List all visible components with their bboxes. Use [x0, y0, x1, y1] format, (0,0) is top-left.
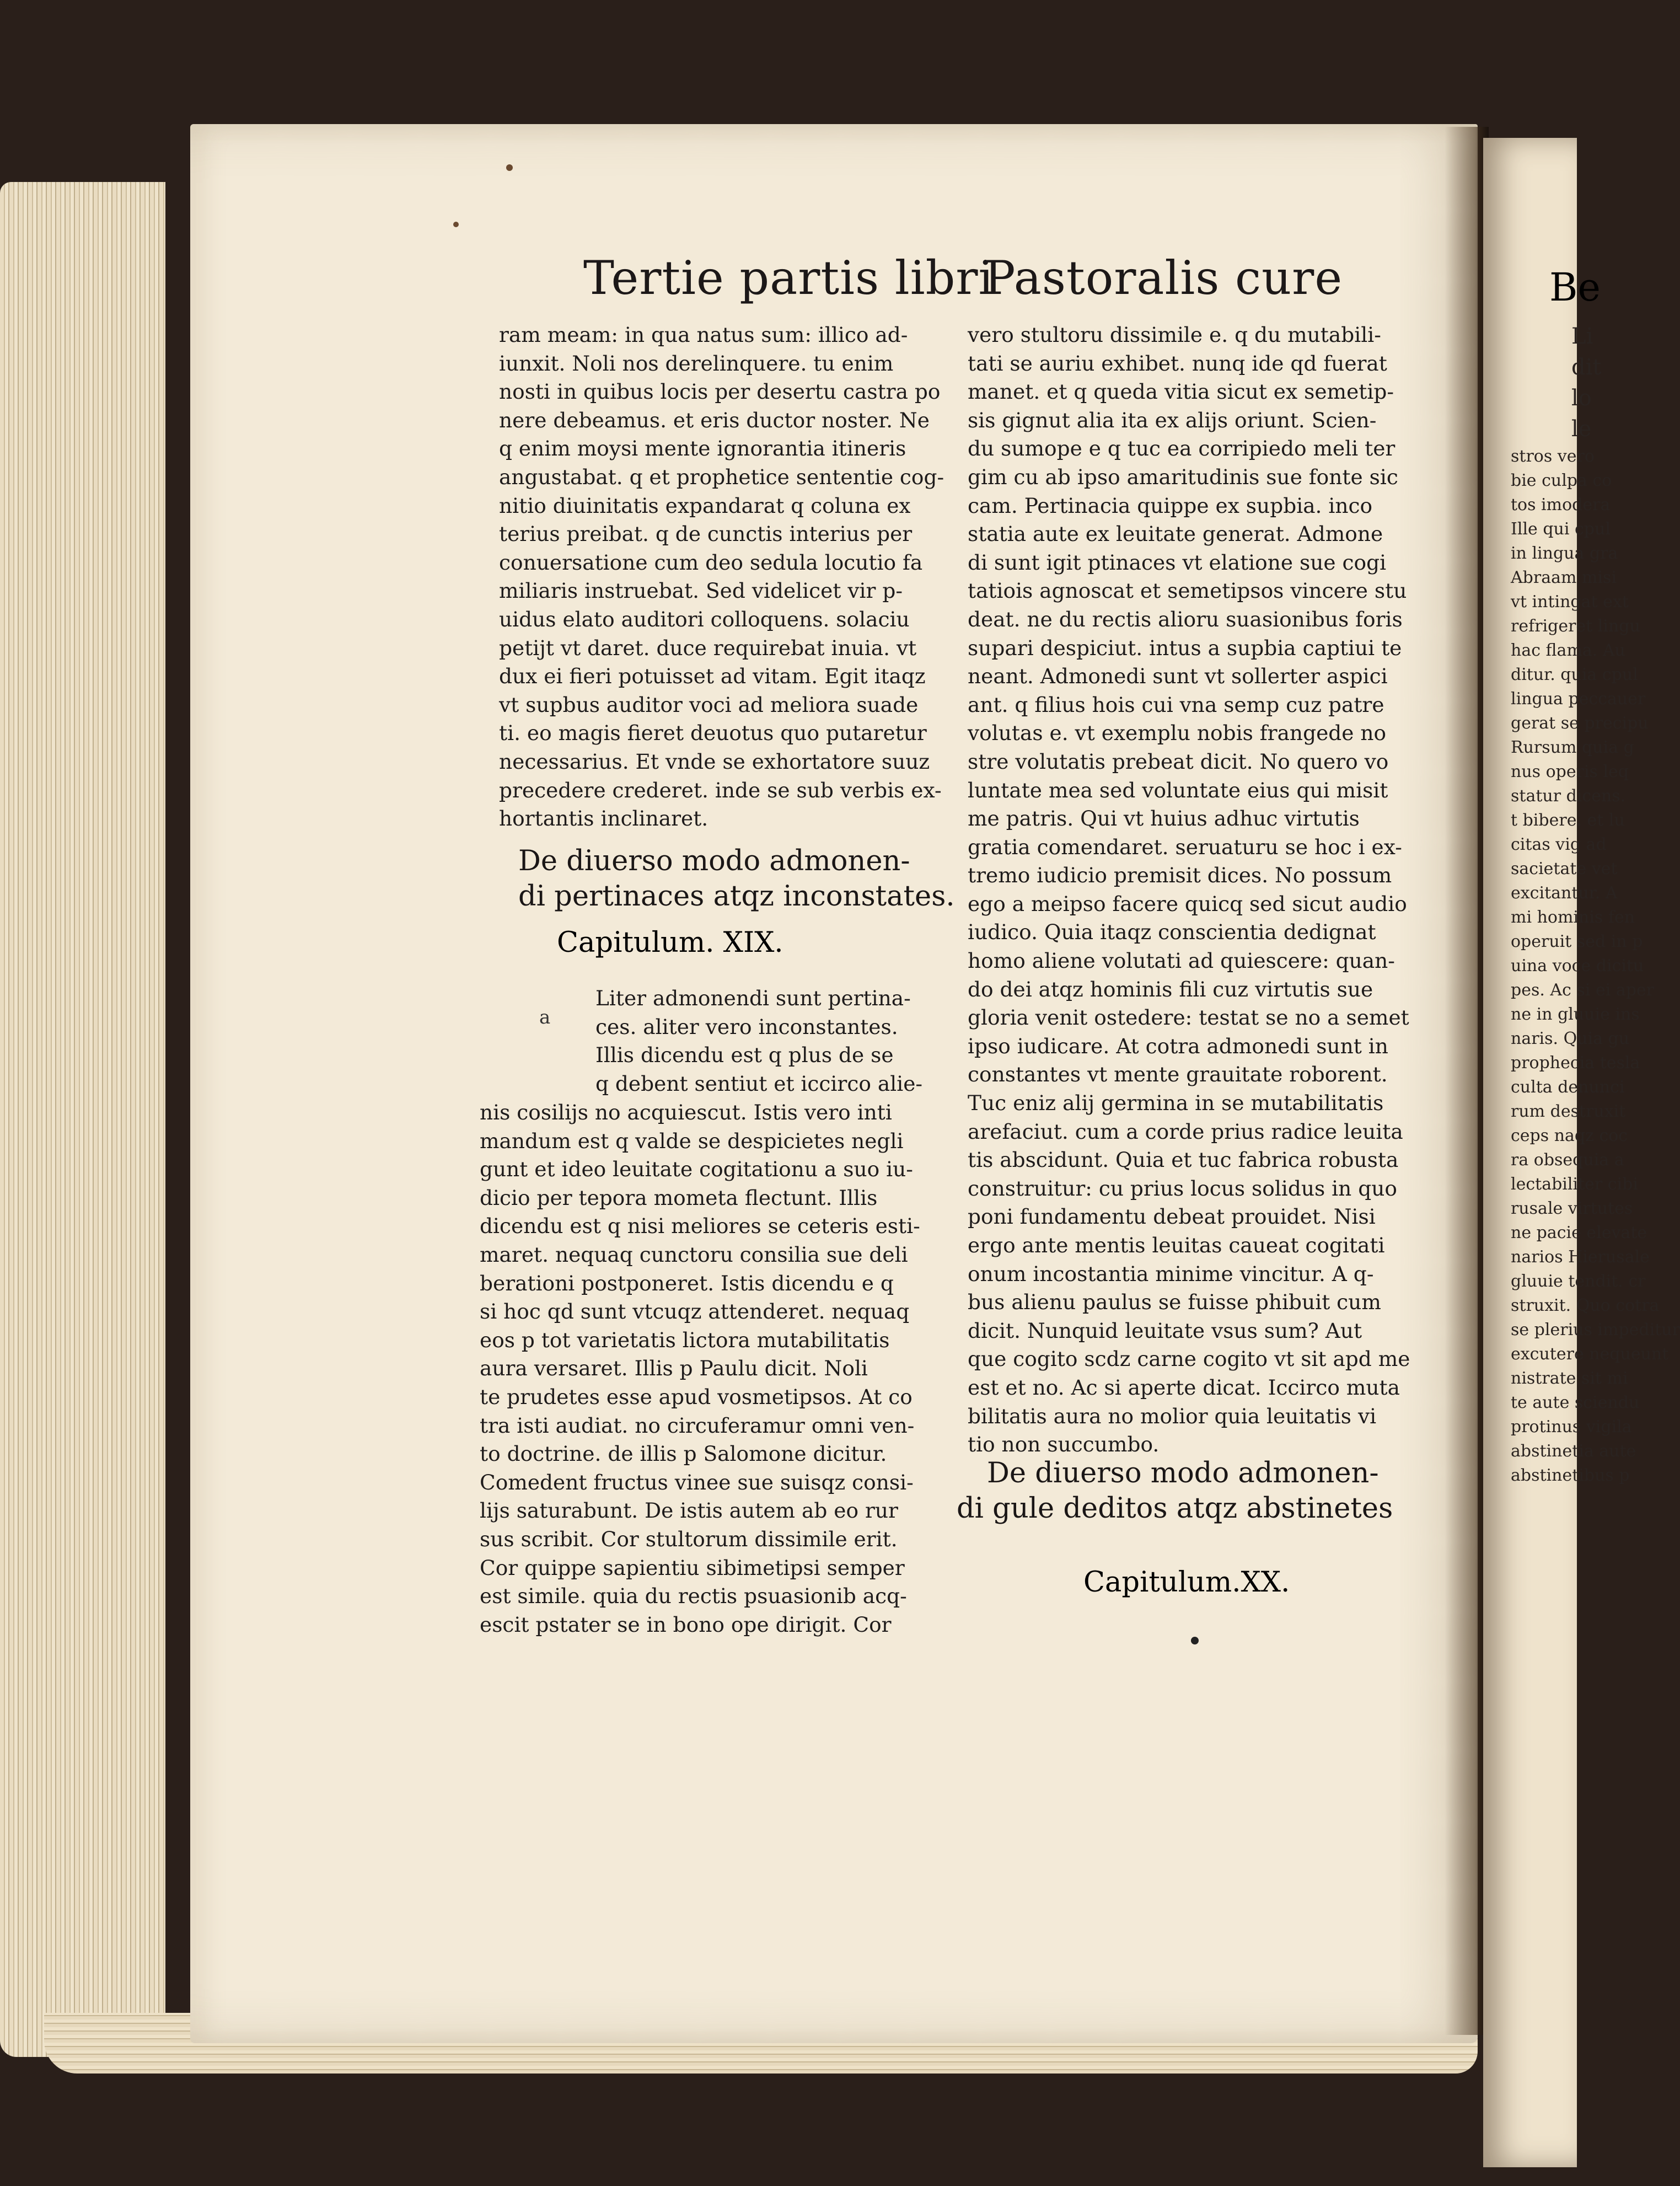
- text-line: lijs saturabunt. De istis autem ab eo rur: [480, 1498, 898, 1523]
- chapter-19-title-line-1: De diuerso modo admonen-: [518, 845, 910, 877]
- facing-page-head: Be: [1549, 265, 1601, 310]
- text-line: Illis dicendu est q plus de se: [595, 1043, 894, 1068]
- chapter-19-label: Capitulum. XIX.: [557, 926, 783, 959]
- running-head-left: Tertie partis libri: [583, 251, 994, 305]
- text-line: neant. Admonedi sunt vt sollerter aspici: [968, 664, 1388, 689]
- text-line: necessarius. Et vnde se exhortatore suuz: [499, 749, 930, 774]
- text-line: nitio diuinitatis expandarat q coluna ex: [499, 493, 911, 518]
- text-line: berationi postponeret. Istis dicendu e q: [480, 1271, 894, 1295]
- facing-text-line: Ille qui cpul: [1511, 519, 1611, 539]
- text-line: gunt et ideo leuitate cogitationu a suo iu-: [480, 1157, 913, 1182]
- text-line: bilitatis aura no molior quia leuitatis vi: [968, 1403, 1377, 1428]
- text-line: terius preibat. q de cunctis interius per: [499, 522, 913, 546]
- facing-text-line: abstinetia aute: [1511, 1442, 1636, 1461]
- ink-spot: [453, 222, 459, 227]
- facing-text-line: ne in gluuie ins: [1511, 1005, 1640, 1024]
- text-line: nosti in quibus locis per desertu castra po: [499, 379, 941, 404]
- facing-text-line: nus operis leq: [1511, 762, 1629, 781]
- facing-text-line: ra obsequia a: [1511, 1150, 1624, 1170]
- left-column: [499, 321, 948, 833]
- text-line: deat. ne du rectis alioru suasionibus foris: [968, 607, 1403, 631]
- text-line: est simile. quia du rectis psuasionib acq-: [480, 1584, 907, 1609]
- text-line: miliaris instruebat. Sed videlicet vir p-: [499, 578, 903, 603]
- text-line: te prudetes esse apud vosmetipsos. At co: [480, 1384, 913, 1409]
- facing-text-line: naris. Quia gu: [1511, 1029, 1630, 1048]
- text-line: me patris. Qui vt huius adhuc virtutis: [968, 806, 1360, 831]
- text-line: ant. q filius hois cui vna semp cuz patre: [968, 692, 1384, 717]
- facing-text-line: Li: [1571, 324, 1593, 349]
- text-line: vt supbus auditor voci ad meliora suade: [499, 692, 919, 717]
- text-line: maret. nequaq cunctoru consilia sue deli: [480, 1242, 908, 1267]
- facing-text-line: pes. Ac si ei aper: [1511, 981, 1655, 1000]
- text-line: di sunt igit ptinaces vt elatione sue cogi: [968, 550, 1387, 575]
- facing-text-line: struxit. Quo cotra: [1511, 1296, 1660, 1315]
- facing-text-line: tos imodera: [1511, 495, 1611, 515]
- facing-text-line: narios Hierusale: [1511, 1247, 1650, 1267]
- text-line: cam. Pertinacia quippe ex supbia. inco: [968, 493, 1373, 518]
- text-line: Tuc eniz alij germina in se mutabilitatis: [968, 1091, 1384, 1116]
- facing-text-line: gerat se precipu: [1511, 714, 1649, 733]
- facing-text-line: te aute sciendu: [1511, 1393, 1640, 1412]
- right-column: [968, 321, 1409, 1459]
- text-line: gloria venit ostedere: testat se no a semet: [968, 1005, 1409, 1030]
- text-line: iudico. Quia itaqz conscientia dedignat: [968, 920, 1376, 945]
- facing-text-line: gluuie tendit. cr: [1511, 1272, 1646, 1291]
- facing-text-line: lectabiliter cibi: [1511, 1175, 1638, 1194]
- text-line: do dei atqz hominis fili cuz virtutis sue: [968, 977, 1373, 1001]
- facing-text-line: citas vig ad: [1511, 835, 1607, 854]
- text-line: bus alienu paulus se fuisse phibuit cum: [968, 1290, 1381, 1315]
- facing-text-line: prophecia tesla: [1511, 1053, 1640, 1073]
- facing-text-line: dit: [1571, 355, 1602, 380]
- text-line: Liter admonendi sunt pertina-: [595, 986, 911, 1010]
- text-line: angustabat. q et prophetice sententie cog-: [499, 464, 944, 489]
- ink-spot: [506, 164, 513, 171]
- text-line: dicendu est q nisi meliores se ceteris esti-: [480, 1214, 920, 1239]
- facing-page: [1483, 138, 1680, 2167]
- facing-text-line: nistrate sit mi: [1511, 1369, 1628, 1388]
- text-line: gim cu ab ipso amaritudinis sue fonte sic: [968, 464, 1398, 489]
- facing-text-line: uina voce dicitu: [1511, 956, 1644, 976]
- text-line: sis gignut alia ita ex alijs oriunt. Scien-: [968, 408, 1377, 432]
- text-line: to doctrine. de illis p Salomone dicitur.: [480, 1442, 887, 1466]
- text-line: eos p tot varietatis lictora mutabilitatis: [480, 1327, 890, 1352]
- text-line: ces. aliter vero inconstantes.: [595, 1014, 898, 1039]
- facing-text-line: excitantur. A: [1511, 883, 1618, 903]
- facing-text-line: culta denunci: [1511, 1078, 1625, 1097]
- text-line: ego a meipso facere quicq sed sicut audio: [968, 891, 1407, 916]
- chapter-20-title-line-2: di gule deditos atqz abstinetes: [957, 1492, 1393, 1525]
- left-column-intro: [499, 321, 948, 833]
- chapter-19-body: [595, 984, 948, 1098]
- text-line: stre volutatis prebeat dicit. No quero vo: [968, 749, 1389, 774]
- facing-text-line: abstinetibus p: [1511, 1466, 1630, 1485]
- facing-text-line: excutere nequeunt: [1511, 1344, 1669, 1364]
- text-line: si hoc qd sunt vtcuqz attenderet. nequaq: [480, 1299, 910, 1324]
- facing-text-line: rum destruxit: [1511, 1102, 1626, 1121]
- facing-text-line: operuit sed in p: [1511, 932, 1643, 951]
- ink-spot: [1191, 1637, 1199, 1644]
- chapter-19-title-line-2: di pertinaces atqz inconstates.: [518, 880, 955, 913]
- facing-text-line: lingua peccauer: [1511, 689, 1646, 709]
- facing-text-line: hac flama. Au: [1511, 641, 1625, 660]
- running-head-right: Pastoralis cure: [984, 251, 1343, 305]
- facing-text-line: t bibere. et lu: [1511, 811, 1625, 830]
- text-line: tio non succumbo.: [968, 1432, 1160, 1457]
- text-line: supari despiciut. intus a supbia captiui te: [968, 635, 1402, 660]
- gutter-shadow: [1445, 127, 1489, 2035]
- facing-text-line: mi hominis fen: [1511, 908, 1635, 927]
- text-line: construitur: cu prius locus solidus in quo: [968, 1176, 1397, 1201]
- chapter-20-label: Capitulum.XX.: [1083, 1566, 1290, 1599]
- text-line: escit pstater se in bono ope dirigit. Cor: [480, 1612, 892, 1637]
- facing-page-text: [1483, 321, 1680, 1488]
- text-line: ergo ante mentis leuitas caueat cogitati: [968, 1233, 1385, 1257]
- text-line: vero stultoru dissimile e. q du mutabili-: [968, 323, 1381, 347]
- facing-text-line: in lingua gra: [1511, 544, 1618, 563]
- facing-text-line: protinus vigila: [1511, 1417, 1632, 1437]
- facing-text-line: ditur. quia cpul: [1511, 665, 1638, 684]
- text-line: q debent sentiut et iccirco alie-: [595, 1071, 923, 1096]
- facing-text-line: statur dicens.: [1511, 786, 1626, 806]
- text-line: Comedent fructus vinee sue suisqz consi-: [480, 1470, 914, 1494]
- text-line: conuersatione cum deo sedula locutio fa: [499, 550, 923, 575]
- chapter-19-heading: [518, 844, 955, 914]
- text-line: ram meam: in qua natus sum: illico ad-: [499, 323, 908, 347]
- text-line: du sumope e q tuc ea corripiedo meli ter: [968, 436, 1395, 461]
- text-line: constantes vt mente grauitate roborent.: [968, 1062, 1388, 1087]
- facing-text-line: Rursum quia g: [1511, 738, 1634, 757]
- chapter-20-title-line-1: De diuerso modo admonen-: [987, 1457, 1379, 1490]
- text-line: poni fundamentu debeat prouidet. Nisi: [968, 1204, 1376, 1229]
- text-line: precedere crederet. inde se sub verbis ex-: [499, 778, 942, 802]
- text-line: mandum est q valde se despicietes negli: [480, 1128, 904, 1153]
- facing-text-line: vt intingat ext: [1511, 592, 1629, 612]
- facing-text-line: sacietate vet: [1511, 859, 1618, 878]
- text-line: homo aliene volutati ad quiescere: quan-: [968, 949, 1395, 973]
- text-line: hortantis inclinaret.: [499, 806, 709, 831]
- text-line: dicio per tepora mometa flectunt. Illis: [480, 1185, 878, 1210]
- text-line: arefaciut. cum a corde prius radice leuita: [968, 1119, 1403, 1144]
- text-line: dicit. Nunquid leuitate vsus sum? Aut: [968, 1318, 1362, 1343]
- facing-text-line: le: [1571, 416, 1592, 442]
- text-line: petijt vt daret. duce requirebat inuia. vt: [499, 635, 917, 660]
- text-line: dux ei fieri potuisset ad vitam. Egit itaqz: [499, 664, 926, 689]
- text-line: que cogito scdz carne cogito vt sit apd me: [968, 1347, 1410, 1371]
- text-line: volutas e. vt exemplu nobis frangede no: [968, 721, 1387, 746]
- text-line: tis abscidunt. Quia et tuc fabrica robusta: [968, 1148, 1399, 1172]
- text-line: uidus elato auditori colloquens. solaciu: [499, 607, 910, 631]
- facing-text-line: ne pacie elevate: [1511, 1223, 1647, 1242]
- facing-text-line: lo: [1571, 385, 1592, 411]
- text-line: manet. et q queda vitia sicut ex semetip-: [968, 379, 1394, 404]
- text-line: statia aute ex leuitate generat. Admone: [968, 522, 1383, 546]
- facing-text-line: refrigeret lingu: [1511, 617, 1640, 636]
- text-line: q enim moysi mente ignorantia itineris: [499, 436, 906, 461]
- text-line: iunxit. Noli nos derelinquere. tu enim: [499, 351, 894, 376]
- chapter-19-body-cont: [480, 1099, 948, 1639]
- facing-text-line: se plerius impeditur: [1511, 1320, 1680, 1340]
- text-line: nis cosilijs no acquiescut. Istis vero inti: [480, 1100, 892, 1124]
- page-edges: [0, 182, 165, 2057]
- guide-letter: a: [539, 1006, 551, 1028]
- text-line: sus scribit. Cor stultorum dissimile erit.: [480, 1526, 898, 1551]
- facing-text-line: bie culpa co: [1511, 471, 1612, 490]
- text-line: ti. eo magis fieret deuotus quo putaretur: [499, 721, 927, 746]
- chapter-20-heading: [957, 1456, 1393, 1526]
- text-line: tatiois agnoscat et semetipsos vincere stu: [968, 578, 1407, 603]
- facing-text-line: rusale virtutes: [1511, 1199, 1633, 1218]
- text-line: tra isti audiat. no circuferamur omni ven-: [480, 1413, 915, 1438]
- text-line: gratia comendaret. seruaturu se hoc i ex-: [968, 834, 1402, 859]
- text-line: luntate mea sed voluntate eius qui misit: [968, 778, 1388, 802]
- text-line: Cor quippe sapientiu sibimetipsi semper: [480, 1555, 905, 1580]
- text-line: tati se auriu exhibet. nunq ide qd fuerat: [968, 351, 1387, 376]
- text-line: est et no. Ac si aperte dicat. Iccirco muta: [968, 1375, 1400, 1400]
- facing-text-line: ceps naqz coc: [1511, 1126, 1628, 1145]
- text-line: tremo iudicio premisit dices. No possum: [968, 863, 1392, 888]
- text-line: nere debeamus. et eris ductor noster. Ne: [499, 408, 930, 432]
- facing-text-line: Abraam misi: [1511, 568, 1617, 587]
- text-line: ipso iudicare. At cotra admonedi sunt in: [968, 1033, 1388, 1058]
- text-line: aura versaret. Illis p Paulu dicit. Noli: [480, 1356, 868, 1381]
- text-line: onum incostantia minime vincitur. A q-: [968, 1261, 1374, 1286]
- facing-text-line: stros vero: [1511, 447, 1595, 466]
